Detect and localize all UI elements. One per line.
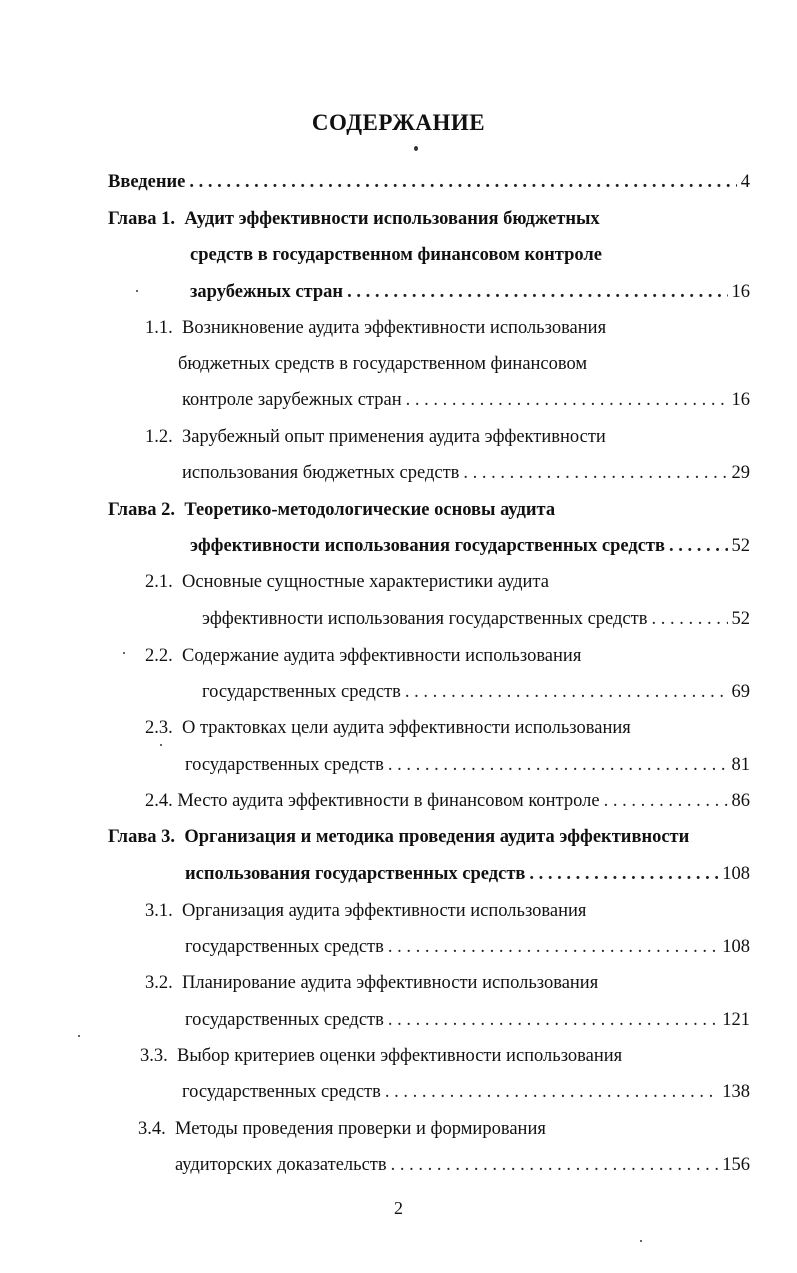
chapter-label: Глава 3.: [108, 827, 176, 847]
chapter-label: Глава 2.: [108, 500, 176, 520]
section-title-line: аудиторских доказательств: [175, 1155, 387, 1175]
section-title-line: Место аудита эффективности в финансовом контроле: [177, 791, 600, 811]
section-title-line: Зарубежный опыт применения аудита эффективности: [182, 427, 606, 447]
toc-page-number: 52: [731, 609, 750, 629]
toc-section-1-2: [145, 421, 606, 453]
leader-dots: [385, 1076, 718, 1108]
section-title-line: контроле зарубежных стран: [182, 390, 402, 410]
toc-section-3-2-last: [185, 1004, 750, 1036]
toc-page-number: 108: [722, 864, 750, 884]
section-title-line: государственных средств: [185, 937, 384, 957]
scan-speck: [640, 1240, 642, 1242]
chapter-label: Глава 1.: [108, 209, 176, 229]
toc-section-2-4: [145, 785, 750, 817]
section-number: 2.3.: [145, 718, 173, 738]
section-title-line: Основные сущностные характеристики аудита: [182, 572, 549, 592]
leader-dots: [391, 1149, 719, 1181]
section-title-line: Выбор критериев оценки эффективности использования: [177, 1046, 623, 1066]
toc-page-number: 138: [722, 1082, 750, 1102]
chapter-title-line: Теоретико-методологические основы аудита: [184, 500, 556, 520]
toc-chapter-1-last: [190, 276, 750, 308]
leader-dots: [529, 858, 718, 890]
toc-chapter-3-last: [185, 858, 750, 890]
toc-section-3-1: [145, 895, 586, 927]
section-number: 1.2.: [145, 427, 173, 447]
section-number: 3.1.: [145, 901, 173, 921]
section-title-line: бюджетных средств в государственном финансовом: [178, 354, 588, 374]
toc-page-number: 108: [722, 937, 750, 957]
page-number: 2: [394, 1198, 403, 1218]
toc-section-1-1: [145, 312, 606, 344]
section-title-line: Организация аудита эффективности использования: [182, 901, 587, 921]
toc-entry-text: Введение: [108, 172, 186, 192]
leader-dots: [388, 1004, 718, 1036]
toc-page-number: 121: [722, 1010, 750, 1030]
section-number: 1.1.: [145, 318, 173, 338]
toc-section-3-3-last: [182, 1076, 750, 1108]
toc-section-3-1-last: [185, 931, 750, 963]
toc-chapter-3: [108, 821, 689, 853]
toc-section-1-2-last: [182, 457, 750, 489]
chapter-title-line: использования государственных средств: [185, 864, 526, 884]
toc-section-3-2: [145, 967, 598, 999]
leader-dots: [388, 749, 728, 781]
scan-speck: [123, 652, 125, 654]
scan-speck: [136, 290, 138, 292]
toc-section-2-2-last: [202, 676, 750, 708]
page-title: СОДЕРЖАНИЕ: [311, 110, 486, 135]
toc-section-3-4: [138, 1113, 546, 1145]
section-title-line: эффективности использования государственных средств: [202, 609, 648, 629]
section-title-line: государственных средств: [185, 1010, 384, 1030]
section-title-line: Возникновение аудита эффективности использования: [182, 318, 607, 338]
toc-section-2-1-last: [202, 603, 750, 635]
section-title-line: Методы проведения проверки и формирования: [175, 1119, 546, 1139]
toc-page-number: 81: [731, 755, 750, 775]
scan-speck: [78, 1035, 80, 1037]
leader-dots: [406, 384, 728, 416]
toc-section-2-3-last: [185, 749, 750, 781]
section-title-line: Содержание аудита эффективности использования: [182, 646, 582, 666]
toc-section-1-1-last: [182, 384, 750, 416]
toc-section-2-3: [145, 712, 631, 744]
toc-page-number: 4: [740, 172, 750, 192]
toc-page-number: 16: [731, 390, 750, 410]
leader-dots: [604, 785, 728, 817]
section-number: 2.4.: [145, 791, 173, 811]
section-title-line: Планирование аудита эффективности использования: [182, 973, 599, 993]
scan-speck: [160, 744, 162, 746]
leader-dots: [463, 457, 727, 489]
section-number: 3.3.: [140, 1046, 168, 1066]
section-title-line: государственных средств: [182, 1082, 381, 1102]
toc-page-number: 69: [731, 682, 750, 702]
chapter-title-line: средств в государственном финансовом контроле: [190, 245, 602, 265]
leader-dots: [405, 676, 728, 708]
section-number: 2.1.: [145, 572, 173, 592]
toc-section-3-3: [140, 1040, 622, 1072]
leader-dots: [651, 603, 727, 635]
toc-chapter-2-last: [190, 530, 750, 562]
leader-dots: [388, 931, 718, 963]
chapter-title-line: эффективности использования государственных средств: [190, 536, 665, 556]
section-title-line: использования бюджетных средств: [182, 463, 460, 483]
toc-section-2-2: [145, 640, 581, 672]
section-number: 3.2.: [145, 973, 173, 993]
toc-section-2-1: [145, 566, 549, 598]
section-title-line: О трактовках цели аудита эффективности использования: [182, 718, 631, 738]
toc-page-number: 86: [731, 791, 750, 811]
leader-dots: [347, 276, 727, 308]
leader-dots: [669, 530, 728, 562]
toc-chapter-1: [108, 203, 600, 235]
scan-speck: [414, 146, 418, 151]
chapter-title-line: зарубежных стран: [190, 282, 344, 302]
toc-section-3-4-last: [175, 1149, 750, 1181]
chapter-title-line: Организация и методика проведения аудита эффективности: [184, 827, 690, 847]
toc-page-number: 29: [731, 463, 750, 483]
section-number: 3.4.: [138, 1119, 166, 1139]
chapter-title-line: Аудит эффективности использования бюджетных: [184, 209, 600, 229]
leader-dots: [189, 166, 736, 198]
toc-entry-intro: [108, 166, 750, 198]
section-number: 2.2.: [145, 646, 173, 666]
section-title-line: государственных средств: [202, 682, 401, 702]
section-title-line: государственных средств: [185, 755, 384, 775]
toc-page-number: 52: [731, 536, 750, 556]
toc-page-number: 156: [722, 1155, 750, 1175]
toc-page-number: 16: [731, 282, 750, 302]
toc-chapter-2: [108, 494, 555, 526]
